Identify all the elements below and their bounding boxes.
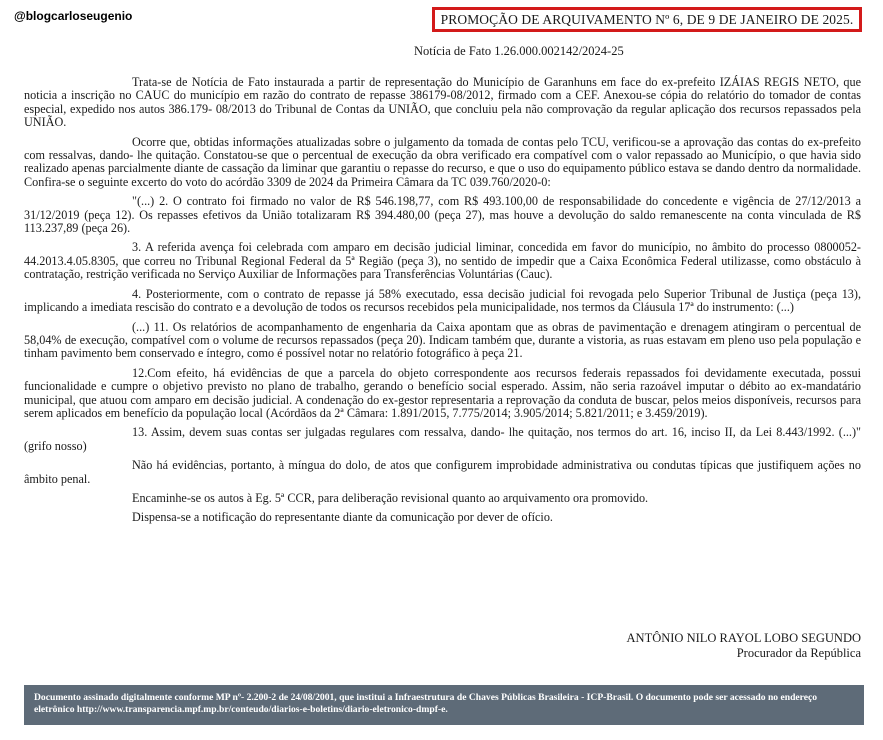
- case-reference: Notícia de Fato 1.26.000.002142/2024-25: [414, 44, 624, 58]
- digital-signature-footer: Documento assinado digitalmente conforme MP nº- 2.200-2 de 24/08/2001, que institui a Infraestrutura de Chaves Públicas Brasileira - ICP-Brasil. O documento pode ser acessado no endereço eletrônico http://www.transparencia.mpf.mp.br/conteudo/diarios-e-boletins/diario-eletronico-dmpf-e.: [24, 685, 864, 725]
- signature-block: [627, 631, 861, 661]
- paragraph-notification: Dispensa-se a notificação do representante diante da comunicação por dever de ofício.: [132, 510, 553, 525]
- quote-item-12: 12.Com efeito, há evidências de que a parcela do objeto correspondente aos recursos federais repassados foi devidamente executada, possui funcionalidade e cumpre o objetivo previsto no plano de trabalho, gerando o benefício social esperado. Assim, não seria razoável imputar o débito ao ex-mandatário municipal, que atuou com amparo em decisão judicial. A condenação do ex-gestor representaria a reprovação da conduta de buscar, pelos meios disponíveis, recursos para serem aplicados em benefício da população local (Acórdãos da 2ª Câmara: 1.891/2015, 7.775/2014; 3.905/2014; 5.821/2011; e 3.459/2019).: [24, 365, 861, 420]
- quote-item-11: (...) 11. Os relatórios de acompanhamento de engenharia da Caixa apontam que as obras de pavimentação e drenagem atingiram o percentual de 58,04% de execução, compatível com o volume de recursos repassados (peça 20). Indicam também que, durante a vistoria, as ruas estavam em pleno uso pela população e tinham pavimento bem conservado e íntegro, como é possível notar no relatório fotográfico à peça 21.: [24, 319, 861, 361]
- document-title: PROMOÇÃO DE ARQUIVAMENTO Nº 6, DE 9 DE JANEIRO DE 2025.: [432, 7, 862, 32]
- quote-item-4: 4. Posteriormente, com o contrato de repasse já 58% executado, essa decisão judicial foi revogada pelo Superior Tribunal de Justiça (peça 13), implicando a imediata rescisão do contrato e a devolução de todos os recursos recebidos pela municipalidade, nos termos da Cláusula 17ª do instrumento: (...): [24, 286, 861, 315]
- paragraph-tcu-update: Ocorre que, obtidas informações atualizadas sobre o julgamento da tomada de contas pelo TCU, verificou-se a aprovação das contas do ex-prefeito com ressalvas, dando- lhe quitação. Constatou-se que o percentual de execução da obra verificado era compatível com o valor repassado ao Município, o que havia sido realizado apenas parcialmente diante de cassação da liminar que garantiu o repasse do recurso, e que o uso do equipamento público estava se dando dentro da normalidade. Confira-se o seguinte excerto do voto do acórdão 3309 de 2024 da Primeira Câmara da TC 039.760/2020-0:: [24, 134, 861, 189]
- quote-item-2: "(...) 2. O contrato foi firmado no valor de R$ 546.198,77, com R$ 493.100,00 de responsabilidade do concedente e vigência de 27/12/2013 a 31/12/2019 (peça 12). Os repasses efetivos da União totalizaram R$ 394.480,00 (peça 27), mas houve a devolução do saldo remanescente na conta vinculada de R$ 113.237,89 (peça 26).: [24, 194, 861, 236]
- paragraph-forwarding: Encaminhe-se os autos à Eg. 5ª CCR, para deliberação revisional quanto ao arquivamento ora promovido.: [132, 490, 649, 505]
- paragraph-conclusion: Não há evidências, portanto, à míngua do dolo, de atos que configurem improbidade administrativa ou condutas típicas que justifiquem ações no âmbito penal.: [24, 458, 861, 486]
- signer-name: ANTÔNIO NILO RAYOL LOBO SEGUNDO: [626, 631, 861, 645]
- blog-handle-watermark: @blogcarloseugenio: [14, 9, 133, 23]
- paragraph-intro: Trata-se de Notícia de Fato instaurada a partir de representação do Município de Garanhuns em face do ex-prefeito IZÁIAS REGIS NETO, que noticia a inscrição no CAUC do município em razão do contrato de repasse 386179-08/2012, firmado com a CEF. Anexou-se cópia do relatório do tomador de contas especial, expedido nos autos 386.179- 08/2013 do Tribunal de Contas da UNIÃO, que concluiu pela não comprovação da regular aplicação dos recursos repassados pela UNIÃO.: [24, 75, 861, 130]
- signer-role: Procurador da República: [736, 646, 861, 660]
- quote-item-13: 13. Assim, devem suas contas ser julgadas regulares com ressalva, dando- lhe quitação, nos termos do art. 16, inciso II, da Lei 8.443/1992. (...)" (grifo nosso): [24, 425, 861, 453]
- quote-item-3: 3. A referida avença foi celebrada com amparo em decisão judicial liminar, concedida em favor do município, no âmbito do processo 0800052- 44.2013.4.05.8305, que correu no Tribunal Regional Federal da 5ª Região (peça 3), no sentido de impedir que a Caixa Econômica Federal utilizasse, como obstáculo à contratação, restrição verificada no Serviço Auxiliar de Informações para Transferências Voluntárias (Cauc).: [24, 240, 861, 282]
- document-body: [24, 76, 861, 531]
